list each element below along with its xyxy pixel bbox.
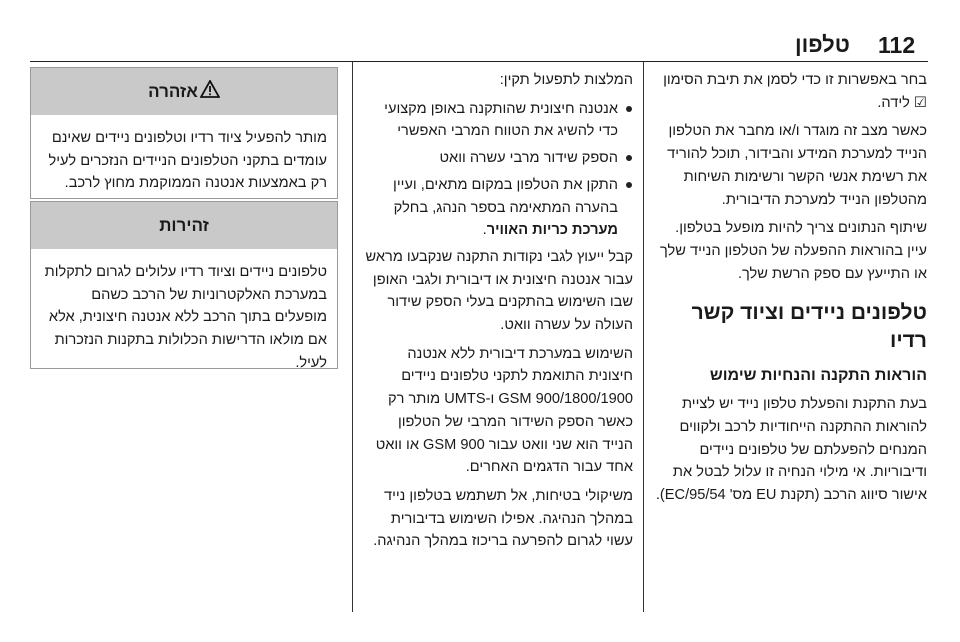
paragraph: בחר באפשרות זו כדי לסמן את תיבת הסימון ☑ לידה. (663, 72, 927, 111)
column-divider-right (643, 62, 644, 612)
column-divider-left (352, 62, 353, 612)
paragraph: המלצות לתפעול תקין: (499, 72, 633, 88)
warning-triangle-icon (200, 69, 220, 116)
warning-body: מותר להפעיל ציוד רדיו וטלפונים ניידים שאינם עומדים בתקני הטלפונים הניידים הנזכרים לעיל רק באמצעות אנטנה הממוקמת מחוץ לרכב. (48, 130, 327, 192)
bold-reference: מערכת כריות האוויר (486, 222, 618, 239)
warning-title: אזהרה (148, 82, 198, 101)
right-column (655, 69, 927, 513)
caution-header: זהירות (31, 202, 337, 249)
paragraph: משיקולי בטיחות, אל תשתמש בטלפון נייד במהלך הנהיגה. אפילו השימוש בדיבורית עשוי לגרום להפרעה בריכוז במהלך הנהיגה. (373, 487, 633, 550)
list-item-end: . (482, 222, 487, 239)
paragraph: כאשר מצב זה מוגדר ו/או מחבר את הטלפון הנייד למערכת המידע והבידור, תוכל להוריד את רשימת אנשי הקשר ורשימות השיחות מהטלפון הנייד למערכת הדיבורית. (667, 123, 927, 208)
header-rule (30, 61, 928, 62)
page-number: 112 (878, 32, 916, 58)
list-item-text: התקן את הטלפון במקום מתאים, ועיין בהערה המתאימה בספר הנהג, בחלק (393, 176, 618, 216)
paragraph: השימוש במערכת דיבורית ללא אנטנה חיצונית התואמת לתקני טלפונים ניידים GSM 900/1800/1900 ו-UMTS מותר רק כאשר הספק השידור המרבי של הטלפון הנייד הוא שני וואט עבור GSM 900 או וואט אחד עבור הדגמים האחרים. (375, 345, 633, 476)
bullet-list (365, 98, 633, 242)
list-item: הספק שידור מרבי עשרה וואט (365, 147, 633, 170)
page-title: טלפון (795, 32, 850, 57)
paragraph: בעת התקנת והפעלת טלפון נייד יש לציית להוראות ההתקנה הייחודיות לרכב ולקווים המנחים להפעלתם של טלפונים ניידים ודיבוריות. אי מילוי הנחיה זו עלול לבטל את אישור סיווג הרכב (תקנת EU מס' 95/54/EC). (655, 396, 927, 504)
subsection-title: הוראות התקנה והנחיות שימוש (709, 367, 927, 385)
list-item (365, 174, 633, 242)
caution-body: טלפונים ניידים וציוד רדיו עלולים לגרום לתקלות במערכת האלקטרוניות של הרכב כשהם מופעלים בתוך הרכב ללא אנטנה חיצונית, אלא אם מולאו הדרישות הכלולות בתקנות הנזכרות לעיל. (44, 264, 327, 371)
paragraph: שיתוף הנתונים צריך להיות מופעל בטלפון. עיין בהוראות ההפעלה של הטלפון הנייד שלך או התייעץ עם ספק הרשת שלך. (660, 220, 927, 282)
paragraph: קבל ייעוץ לגבי נקודות התקנה שנקבעו מראש עבור אנטנה חיצונית או דיבורית ולגבי האופן שבו השימוש בהתקנים בעלי הספק שידור העולה על עשרה וואט. (365, 248, 633, 334)
caution-box (30, 201, 338, 369)
section-title: טלפונים ניידים וציוד קשר רדיו (691, 301, 927, 353)
list-item: אנטנה חיצונית שהותקנה באופן מקצועי כדי להשיג את הטווח המרבי האפשרי (365, 98, 633, 143)
middle-column (365, 69, 633, 559)
warning-header (31, 68, 337, 115)
warning-box (30, 67, 338, 199)
